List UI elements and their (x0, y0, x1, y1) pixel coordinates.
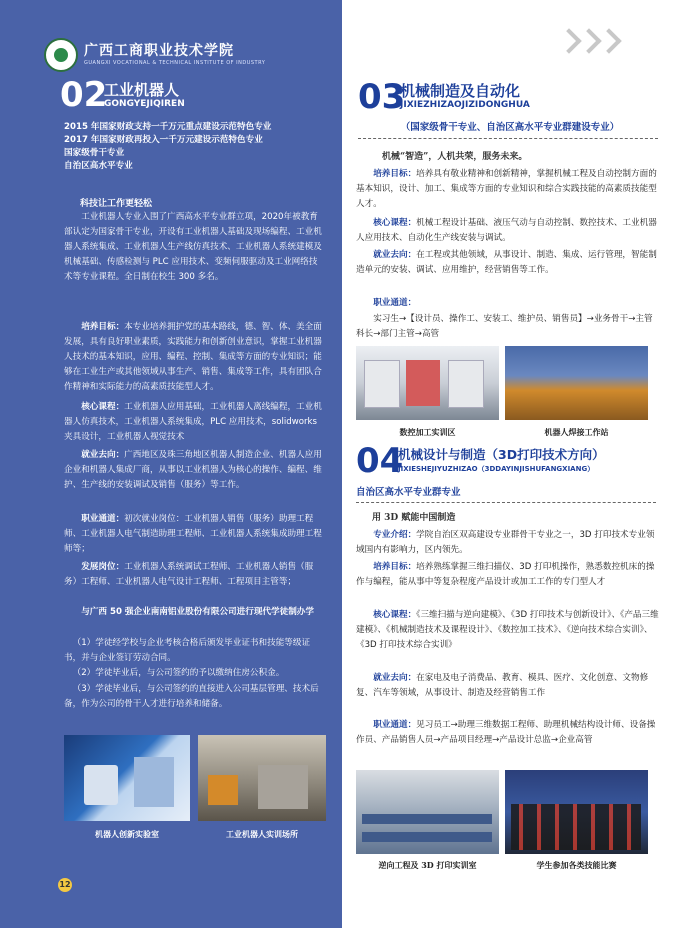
divider (356, 502, 656, 503)
job-text: 在工程或其他领域，从事设计、制造、集成、运行管理，智能制造单元的安装、调试、应用维护，经营销售等工作。 (356, 250, 657, 275)
job-text: 广西地区及珠三角地区机器人制造企业、机器人应用企业和机器人集成厂商，从事以工业机器人为核心的操作、编程、维护、生产线的安装调试及销售（服务）等工作。 (64, 450, 322, 490)
slogan: 科技让工作更轻松 (80, 199, 153, 209)
chevron-right-icon (596, 28, 621, 53)
honor-item: 2015 年国家财政支持一千万元重点建设示范特色专业 (64, 122, 272, 132)
job-label: 就业去向： (81, 450, 125, 460)
right-panel (342, 0, 678, 928)
coop-item: （2）学徒毕业后，与公司签约的予以缴纳住房公积金。 (72, 668, 285, 678)
goal-text: 培养具有敬业精神和创新精神，掌握机械工程及自动控制方面的基本知识，设计、加工、集成等方面的专业知识和综合实践技能的高素质技能型人才。 (356, 169, 657, 209)
robot-lab-photo (64, 735, 190, 821)
school-name-en: GUANGXI VOCATIONAL & TECHNICAL INSTITUTE OF INDUSTRY (84, 60, 266, 66)
core-label: 核心课程： (373, 610, 417, 620)
honor-item: 2017 年国家财政再投入一千万元建设示范特色专业 (64, 135, 263, 145)
school-name: 广西工商职业技术学院 (84, 43, 234, 59)
photo-caption: 学生参加各类技能比赛 (536, 860, 617, 870)
section-title: 工业机器人 (104, 81, 180, 99)
honor-item: 自治区高水平专业 (64, 161, 133, 171)
intro-paragraph (356, 528, 660, 558)
goal-text: 本专业培养拥护党的基本路线，德、智、体、美全面发展，具有良好职业素质，实践能力和创新创业意识，掌握工业机器人技术的基本知识，应用、编程、控制、集成等方面的专业知识；能够在工业生产或其他领域从事生产、销售、集成等工作，具有团队合作精神和实际能力的高素质技能型人才。 (64, 322, 322, 392)
coop-item: （3）学徒毕业后，与公司签约的直接进入公司基层管理、技术后备，作为公司的骨干人才进行培养和储备。 (64, 684, 319, 709)
reverse-engineering-photo (356, 770, 499, 854)
skill-competition-photo (505, 770, 648, 854)
career-label: 职业通道： (373, 298, 417, 308)
career-paragraph (356, 718, 660, 748)
career-text: 见习员工→助理三维数据工程师、助理机械结构设计师、设备操作员、产品销售人员→产品项目经理→产品设计总监→企业高管 (356, 720, 656, 745)
core-paragraph (356, 608, 660, 653)
goal-paragraph (356, 167, 660, 212)
page-number: 12 (58, 878, 72, 892)
job-label: 就业去向： (373, 250, 417, 260)
core-label: 核心课程： (373, 218, 417, 228)
section-pinyin: JIXIESHEJIYUZHIZAO（3DDAYINJISHUFANGXIANG） (398, 465, 595, 473)
slogan: 机械“智造”，人机共荣，服务未来。 (382, 152, 528, 162)
goal-paragraph (356, 560, 660, 590)
core-paragraph (356, 216, 660, 246)
photo-caption: 机器人焊接工作站 (544, 427, 609, 437)
goal-text: 培养熟练掌握三维扫描仪、3D 打印机操作，熟悉数控机床的操作与编程，能从事中等复杂程度产品设计或加工工作的专门型人才 (356, 562, 655, 587)
job-paragraph (356, 248, 660, 278)
career-label: 职业通道： (81, 514, 125, 524)
career-paragraph (64, 512, 326, 557)
robot-training-photo (198, 735, 326, 821)
section-pinyin: GONGYEJIQIREN (104, 99, 185, 109)
slogan: 用 3D 赋能中国制造 (372, 513, 456, 523)
section-title: 机械设计与制造（3D打印技术方向） (398, 447, 605, 462)
job-label: 就业去向： (373, 673, 417, 683)
dev-label: 发展岗位： (81, 562, 125, 572)
goal-paragraph (64, 320, 326, 395)
goal-label: 培养目标： (373, 562, 417, 572)
core-text: 机械工程设计基础、液压气动与自动控制、数控技术、工业机器人应用技术、自动化生产线安装与调试。 (356, 218, 657, 243)
job-paragraph (356, 671, 660, 701)
core-text: 《三维扫描与逆向建模》、《3D 打印技术与创新设计》、《产品三维建模》、《机械制造技术及课程设计》、《数控加工技术》、《逆向技术综合实训》、《3D 打印技术综合实训》 (356, 610, 659, 650)
honors-list (64, 121, 271, 173)
cnc-training-photo (356, 346, 499, 420)
section-title: 机械制造及自动化 (400, 82, 521, 100)
coop-item: （1）学徒经学校与企业考核合格后颁发毕业证书和技能等级证书，并与企业签订劳动合同。 (64, 638, 311, 663)
photo-caption: 机器人创新实验室 (95, 829, 159, 839)
section-number: 04 (356, 441, 404, 481)
section-number: 02 (60, 75, 108, 115)
section-subtitle: 自治区高水平专业群专业 (356, 487, 461, 498)
goal-label: 培养目标： (373, 169, 417, 179)
photo-caption: 数控加工实训区 (399, 427, 456, 437)
intro-text: 工业机器人专业入围了广西高水平专业群立项，2020年被教育部认定为国家骨干专业，开设有工业机器人基础及现场编程、工业机器人系统集成、工业机器人生产线仿真技术、工业机器人系统建模及机械基础、传感检测与 PLC 应用技术、变频伺服驱动及工业网络技术等专业课程。全日制在校生 300 多名。 (64, 212, 322, 282)
intro-label: 专业介绍： (373, 530, 417, 540)
robot-welding-photo (505, 346, 648, 420)
section-pinyin: JIXIEZHIZAOJIZIDONGHUA (400, 100, 530, 110)
intro-text: 学院自治区双高建设专业群骨干专业之一，3D 打印技术专业领域国内有影响力，区内领先。 (356, 530, 655, 555)
section-subtitle: （国家级骨干专业、自治区高水平专业群建设专业） (400, 122, 620, 133)
core-paragraph (64, 400, 326, 445)
career-label: 职业通道： (373, 720, 417, 730)
dev-paragraph (64, 560, 326, 590)
photo-caption: 工业机器人实训场所 (226, 829, 298, 839)
career-text: 实习生→【设计员、操作工、安装工、维护员、销售员】→业务骨干→主管科长→部门主管→高管 (356, 314, 653, 339)
core-text: 工业机器人应用基础，工业机器人离线编程，工业机器人仿真技术，工业机器人系统集成，PLC 应用技术，solidworks 夹具设计，工业机器人视觉技术 (64, 402, 322, 442)
divider (358, 138, 658, 139)
school-logo-icon (44, 38, 78, 72)
goal-label: 培养目标： (81, 322, 125, 332)
coop-title: 与广西 50 强企业南南铝业股份有限公司进行现代学徒制办学 (81, 607, 314, 617)
dev-text: 工业机器人系统调试工程师、工业机器人销售（服务）工程师、工业机器人电气设计工程师、工程项目主管等； (64, 562, 314, 587)
career-text: 初次就业岗位：工业机器人销售（服务）助理工程师、工业机器人电气制造助理工程师、工业机器人系统集成助理工程师等； (64, 514, 322, 554)
job-paragraph (64, 448, 326, 493)
job-text: 在家电及电子消费品、教育、模具、医疗、文化创意、文物修复、汽车等领域，从事设计、制造及经营销售工作 (356, 673, 649, 698)
section-number: 03 (358, 77, 406, 117)
honor-item: 国家级骨干专业 (64, 148, 125, 158)
core-label: 核心课程： (81, 402, 125, 412)
photo-caption: 逆向工程及 3D 打印实训室 (378, 860, 477, 870)
